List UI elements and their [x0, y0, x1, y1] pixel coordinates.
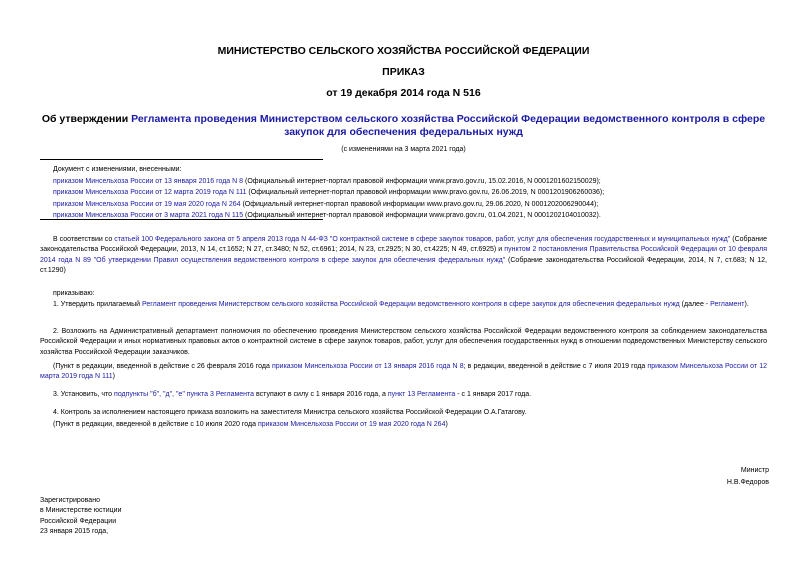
order-date: от 19 декабря 2014 года N 516: [326, 87, 481, 99]
basis-text: (Собрание законодательства Российской Федерации, 2013, N 14, ст.1652; N 27, ст.3480; N 52, ст.6961; 2014, N 23, ст.2925; N 30, ст.4225; N 49, ст.6925) и: [40, 236, 767, 254]
signature-block: [727, 465, 769, 488]
change-link[interactable]: приказом Минсельхоза России от 13 января 2016 года N 8: [53, 177, 244, 185]
list-item: [53, 199, 773, 211]
order-label: ПРИКАЗ: [382, 66, 425, 78]
subclauses-link[interactable]: подпункты "б", "д", "е" пункта 3 Регламента: [114, 391, 255, 398]
registration-line: Зарегистрировано: [40, 497, 100, 504]
ministry-heading: МИНИСТЕРСТВО СЕЛЬСКОГО ХОЗЯЙСТВА РОССИЙСКОЙ ФЕДЕРАЦИИ: [217, 45, 590, 57]
divider-bottom: [40, 219, 323, 220]
orders-word: приказываю:: [53, 290, 95, 297]
clause-text: ).: [744, 301, 749, 308]
clause-3: [40, 390, 767, 400]
clause-text: вступают в силу с 1 января 2016 года, а: [254, 391, 388, 398]
clause-text: - с 1 января 2017 года.: [455, 391, 532, 398]
signer-name: Н.В.Федоров: [726, 478, 769, 486]
regulation-short-link[interactable]: Регламент: [710, 301, 745, 308]
clause-text: 3. Установить, что: [53, 391, 115, 398]
order-2016-link[interactable]: приказом Минсельхоза России от 13 января 2016 года N 8: [272, 363, 464, 370]
note-text: ): [445, 421, 448, 428]
list-item: [53, 176, 773, 188]
clause-2-note: [40, 362, 767, 383]
changes-heading: Документ с изменениями, внесенными:: [53, 166, 182, 173]
note-text: (Пункт в редакции, введенной в действие с 26 февраля 2016 года: [53, 363, 272, 370]
registration-block: [40, 496, 121, 538]
clause-1: [40, 300, 767, 310]
order-2019-link[interactable]: приказом Минсельхоза России от 12 марта 2019 года N 111: [40, 363, 767, 381]
change-link[interactable]: приказом Минсельхоза России от 19 мая 2020 года N 264: [53, 200, 241, 208]
amended-note: (с изменениями на 3 марта 2021 года): [341, 146, 466, 153]
note-text: ; в редакции, введенной в действие с 7 июля 2019 года: [463, 363, 648, 370]
list-item: [53, 210, 773, 222]
note-text: (Пункт в редакции, введенной в действие с 10 июля 2020 года: [53, 421, 258, 428]
change-source: (Официальный интернет-портал правовой информации www.pravo.gov.ru, 15.02.2016, N 0001201602150029);: [243, 177, 601, 185]
signer-position: Министр: [740, 467, 769, 474]
clause-2: 2. Возложить на Административный департамент полномочия по обеспечению проведения Министерством сельского хозяйства Российской Федерации ведомственного контроля за соблюдением законодательства Российской Федерации и иных нормативных правовых актов о контрактной системе в сфере закупок товаров, работ, услуг для обеспечения государственных нужд в отношении подведомственных Министерству сельского хозяйства Российской Федерации заказчиков.: [40, 328, 767, 356]
order-2020-link[interactable]: приказом Минсельхоза России от 19 мая 2020 года N 264: [257, 421, 446, 428]
basis-text: (Собрание законодательства Российской Федерации, 2014, N 7, ст.683; N 12, ст.1290): [40, 256, 767, 275]
document-title: [40, 113, 767, 139]
changes-list: [53, 164, 773, 222]
clause-4: 4. Контроль за исполнением настоящего приказа возложить на заместителя Министра сельского хозяйства Российской Федерации О.А.Гатагову.: [53, 409, 527, 416]
change-link[interactable]: приказом Минсельхоза России от 3 марта 2021 года N 115: [53, 212, 244, 220]
title-regulation-link[interactable]: Регламента проведения Министерством сельского хозяйства Российской Федерации ведомственного контроля в сфере закупок для обеспечения федеральных нужд: [131, 113, 766, 138]
change-source: (Официальный интернет-портал правовой информации www.pravo.gov.ru, 29.06.2020, N 0001202006290044);: [240, 200, 599, 208]
clause-text: (далее -: [679, 301, 711, 308]
change-source: (Официальный интернет-портал правовой информации www.pravo.gov.ru, 26.06.2019, N 0001201906260036);: [246, 189, 605, 197]
title-prefix: Об утверждении: [41, 113, 132, 125]
divider-top: [40, 159, 323, 160]
note-text: ): [112, 373, 115, 381]
registration-line: 23 января 2015 года,: [40, 528, 109, 536]
list-item: [53, 187, 773, 199]
clause-text: 1. Утвердить прилагаемый: [53, 301, 142, 308]
registration-line: в Министерстве юстиции: [40, 507, 122, 515]
change-link[interactable]: приказом Минсельхоза России от 12 марта 2019 года N 111: [53, 189, 247, 197]
regulation-link[interactable]: Регламент проведения Министерством сельского хозяйства Российской Федерации ведомственного контроля в сфере закупок для обеспечения федеральных нужд: [141, 301, 680, 308]
government-decree-link[interactable]: пунктом 2 постановления Правительства Российской Федерации от 10 февраля 2014 года N 89 "Об утверждении Правил осуществления ведомственного контроля в сфере закупок для обеспечения федеральных нужд": [40, 246, 767, 264]
registration-line: Российской Федерации: [40, 517, 117, 525]
basis-text: В соответствии со: [53, 236, 115, 243]
basis-paragraph: [40, 235, 767, 277]
law-article-link[interactable]: статьей 100 Федерального закона от 5 апреля 2013 года N 44-ФЗ "О контрактной системе в сфере закупок товаров, работ, услуг для обеспечения государственных и муниципальных нужд": [114, 236, 731, 243]
clause-4-note: [40, 420, 767, 430]
change-source: (Официальный интернет-портал правовой информации www.pravo.gov.ru, 01.04.2021, N 0001202104010032).: [243, 212, 601, 220]
clause-13-link[interactable]: пункт 13 Регламента: [387, 391, 456, 398]
